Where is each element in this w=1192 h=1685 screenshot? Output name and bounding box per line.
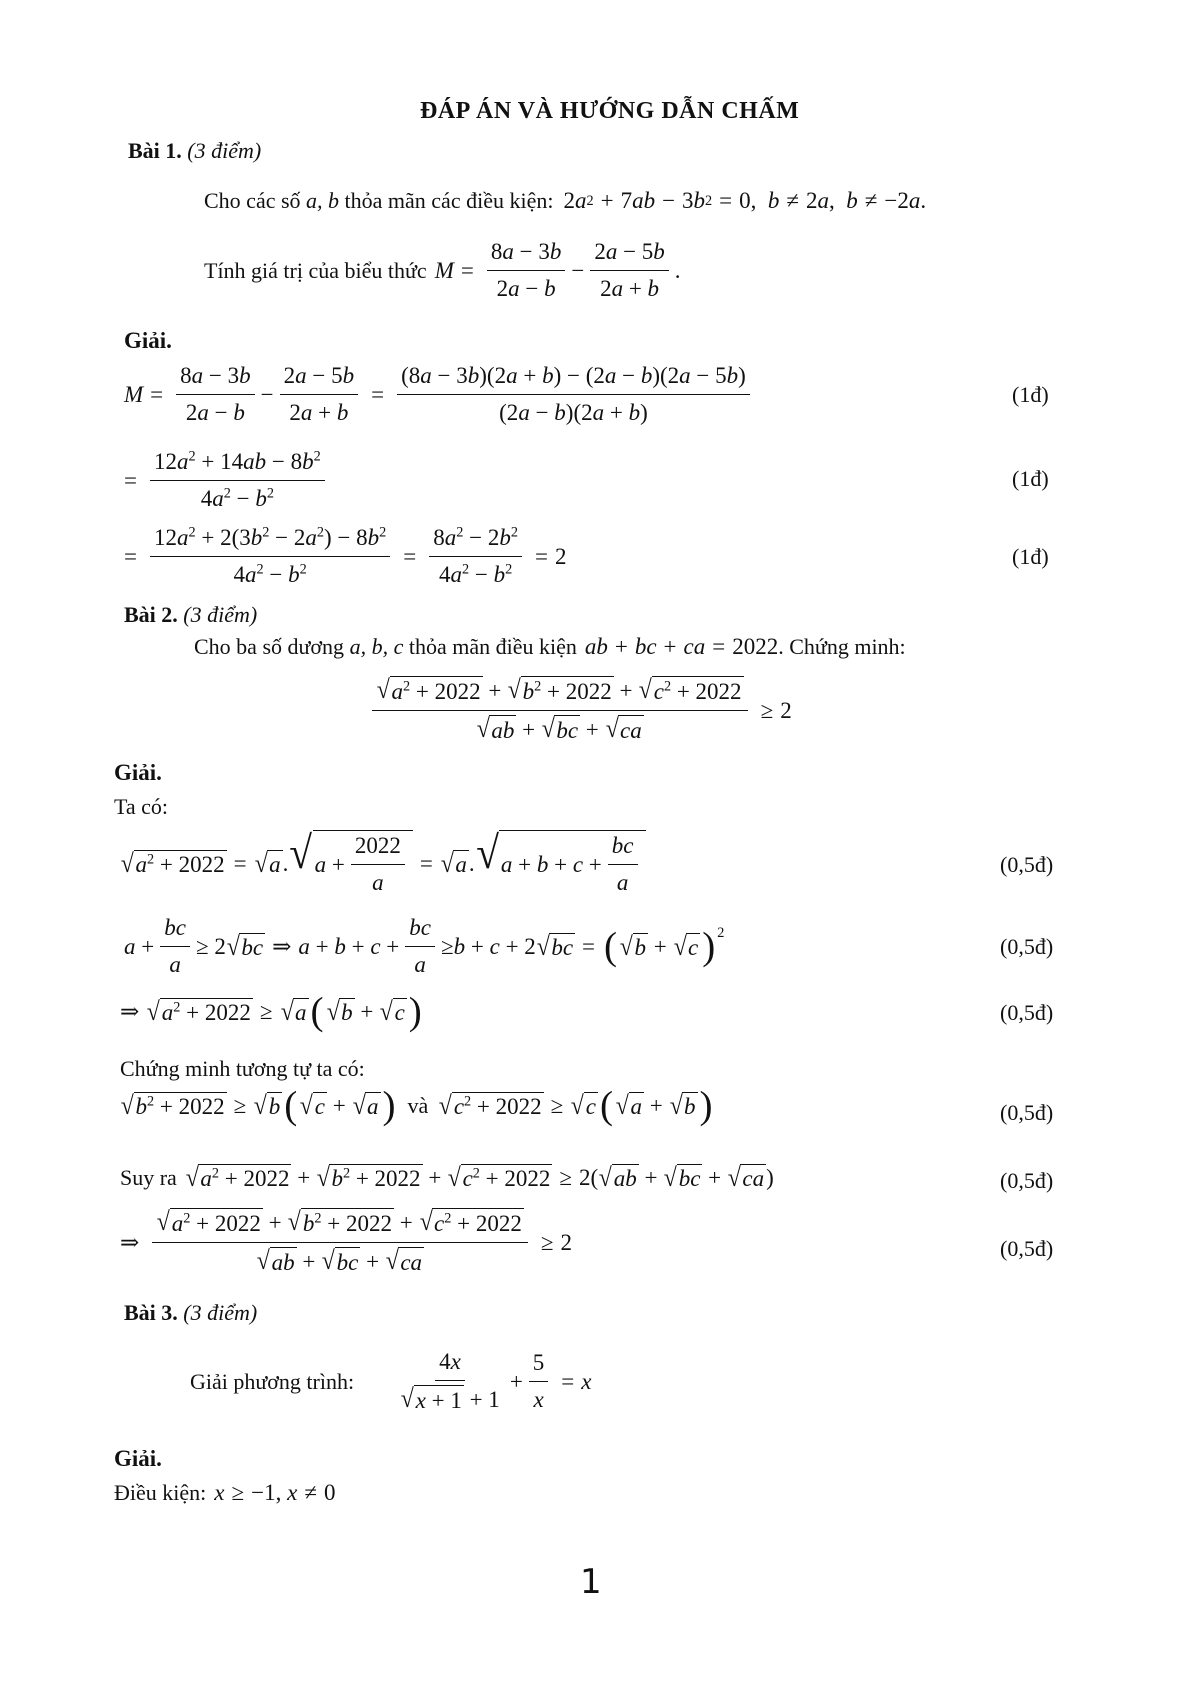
bai3-heading — [124, 1300, 257, 1326]
bai3-task — [190, 1348, 592, 1416]
bai2-mark-5: (0,5đ) — [1000, 1168, 1054, 1193]
bai3-solution-label: Giải. — [114, 1446, 162, 1471]
bai2-step-3: ⇒ √ $a^2 + 2022$ ≥ √ a ( √ b + √ c ) — [120, 990, 422, 1033]
bai3-points: (3 điểm) — [183, 1300, 258, 1325]
bai1-task-prefix: Tính giá trị của biểu thức — [204, 257, 427, 283]
bai1-step-2: = $\frac{12a^2 + 14ab - 8b^2}{4a^2 - b^2}$ — [124, 448, 331, 514]
bai1-statement — [204, 188, 926, 214]
bai2-label: Bài 2. — [124, 602, 178, 627]
bai2-inequality: √ $a^2 + 2022$ + √ $b^2 + 2022$ + √ $c^2 + 2022$ √ ab + √ bc + √ ca ≥ 2 — [366, 676, 792, 746]
bai1-step-1: M = $\frac{8a - 3b}{2a - b}$ − $\frac{2a - 5b}{2a + b}$ = $\frac{(8a - 3b)(2a + b) - (2a - b)(2a - 5b)}{(2a - b)(2a + b)}$ — [124, 362, 756, 428]
bai1-mark-3: (1đ) — [1012, 544, 1049, 569]
bai2-step-5: Suy ra √ $a^2 + 2022$ + √ $b^2 + 2022$ + √ $c^2 + 2022$ ≥ 2( √ ab + √ bc + √ ca ) — [120, 1162, 774, 1192]
bai1-vars: a, b — [306, 188, 340, 213]
bai2-mark-4: (0,5đ) — [1000, 1100, 1054, 1125]
bai2-vars: a, b, c — [349, 634, 404, 659]
bai2-mark-1: (0,5đ) — [1000, 852, 1054, 877]
bai1-mark-1: (1đ) — [1012, 382, 1049, 407]
bai3-condition — [114, 1480, 335, 1506]
bai2-mark-2: (0,5đ) — [1000, 934, 1054, 959]
bai1-statement-middle: thỏa mãn các điều kiện: — [344, 188, 554, 213]
bai2-statement-middle: thỏa mãn điều kiện — [408, 634, 577, 659]
bai2-similar-text: Chứng minh tương tự ta có: — [120, 1056, 365, 1081]
bai2-statement — [194, 634, 906, 660]
bai1-points: (3 điểm) — [187, 138, 262, 163]
bai1-heading — [128, 138, 261, 164]
bai2-suy-ra: Suy ra — [120, 1165, 177, 1190]
bai1-step-3: = $\frac{12a^2 + 2(3b^2 - 2a^2) - 8b^2}{4a^2 - b^2}$ = $\frac{8a^2 - 2b^2}{4a^2 - b^2}$ = 2 — [124, 524, 567, 587]
bai1-condition-formula: 2 a 2 + 7 ab − 3 b 2 = 0, b ≠ 2 a , b ≠ −2 a . — [563, 188, 927, 213]
bai3-equation: 4x √ x + 1 + 1 + $\frac{5}{x}$ = x — [390, 1348, 591, 1416]
bai2-points: (3 điểm) — [183, 602, 258, 627]
bai3-label: Bài 3. — [124, 1300, 178, 1325]
bai1-label: Bài 1. — [128, 138, 182, 163]
bai1-task-formula: M = $\frac{8a - 3b}{2a - b}$ − $\frac{2a - 5b}{2a + b}$ . — [434, 239, 681, 301]
bai2-condition-formula: ab + bc + ca = 2022 — [584, 634, 779, 659]
bai2-ta-co: Ta có: — [114, 794, 169, 819]
bai2-step-1: √ $a^2 + 2022$ = √ a . √ a + $\frac{2022}{a}$ = √ a . √ a + b + c + $\frac{bc}{a}$ — [120, 830, 646, 898]
bai2-solution-label: Giải. — [114, 760, 162, 785]
bai2-mark-3: (0,5đ) — [1000, 1000, 1054, 1025]
page-title: ĐÁP ÁN VÀ HƯỚNG DẪN CHẤM — [420, 98, 800, 124]
bai2-heading — [124, 602, 257, 628]
bai1-task — [204, 238, 681, 304]
bai2-step-6: ⇒ √ $a^2 + 2022$ + √ $b^2 + 2022$ + √ $c^2 + 2022$ √ ab + √ bc + √ ca ≥ 2 — [120, 1208, 572, 1278]
page-number: 1 — [580, 1562, 602, 1602]
bai1-mark-2: (1đ) — [1012, 466, 1049, 491]
bai2-statement-suffix: . Chứng minh: — [778, 634, 906, 659]
bai3-task-prefix: Giải phương trình: — [190, 1368, 355, 1394]
bai3-condition-label: Điều kiện: — [114, 1480, 207, 1505]
bai2-step-2: a + $\frac{bc}{a}$ ≥ 2 √ bc ⇒ a + b + c + $\frac{bc}{a}$ ≥ b + c + 2 √ bc = ( √ b + √ c ) $^2$ — [124, 915, 725, 977]
bai2-step-4: √ $b^2 + 2022$ ≥ √ b ( √ c + √ a ) và √ $c^2 + 2022$ ≥ √ c ( √ a + √ b ) — [120, 1084, 713, 1127]
bai1-solution-label: Giải. — [124, 328, 172, 353]
bai2-statement-prefix: Cho ba số dương — [194, 634, 345, 659]
bai2-mark-6: (0,5đ) — [1000, 1236, 1054, 1261]
bai2-va: và — [407, 1092, 429, 1118]
bai3-condition-formula: x ≥ −1, x ≠ 0 — [214, 1480, 336, 1505]
bai1-statement-prefix: Cho các số — [204, 188, 301, 213]
